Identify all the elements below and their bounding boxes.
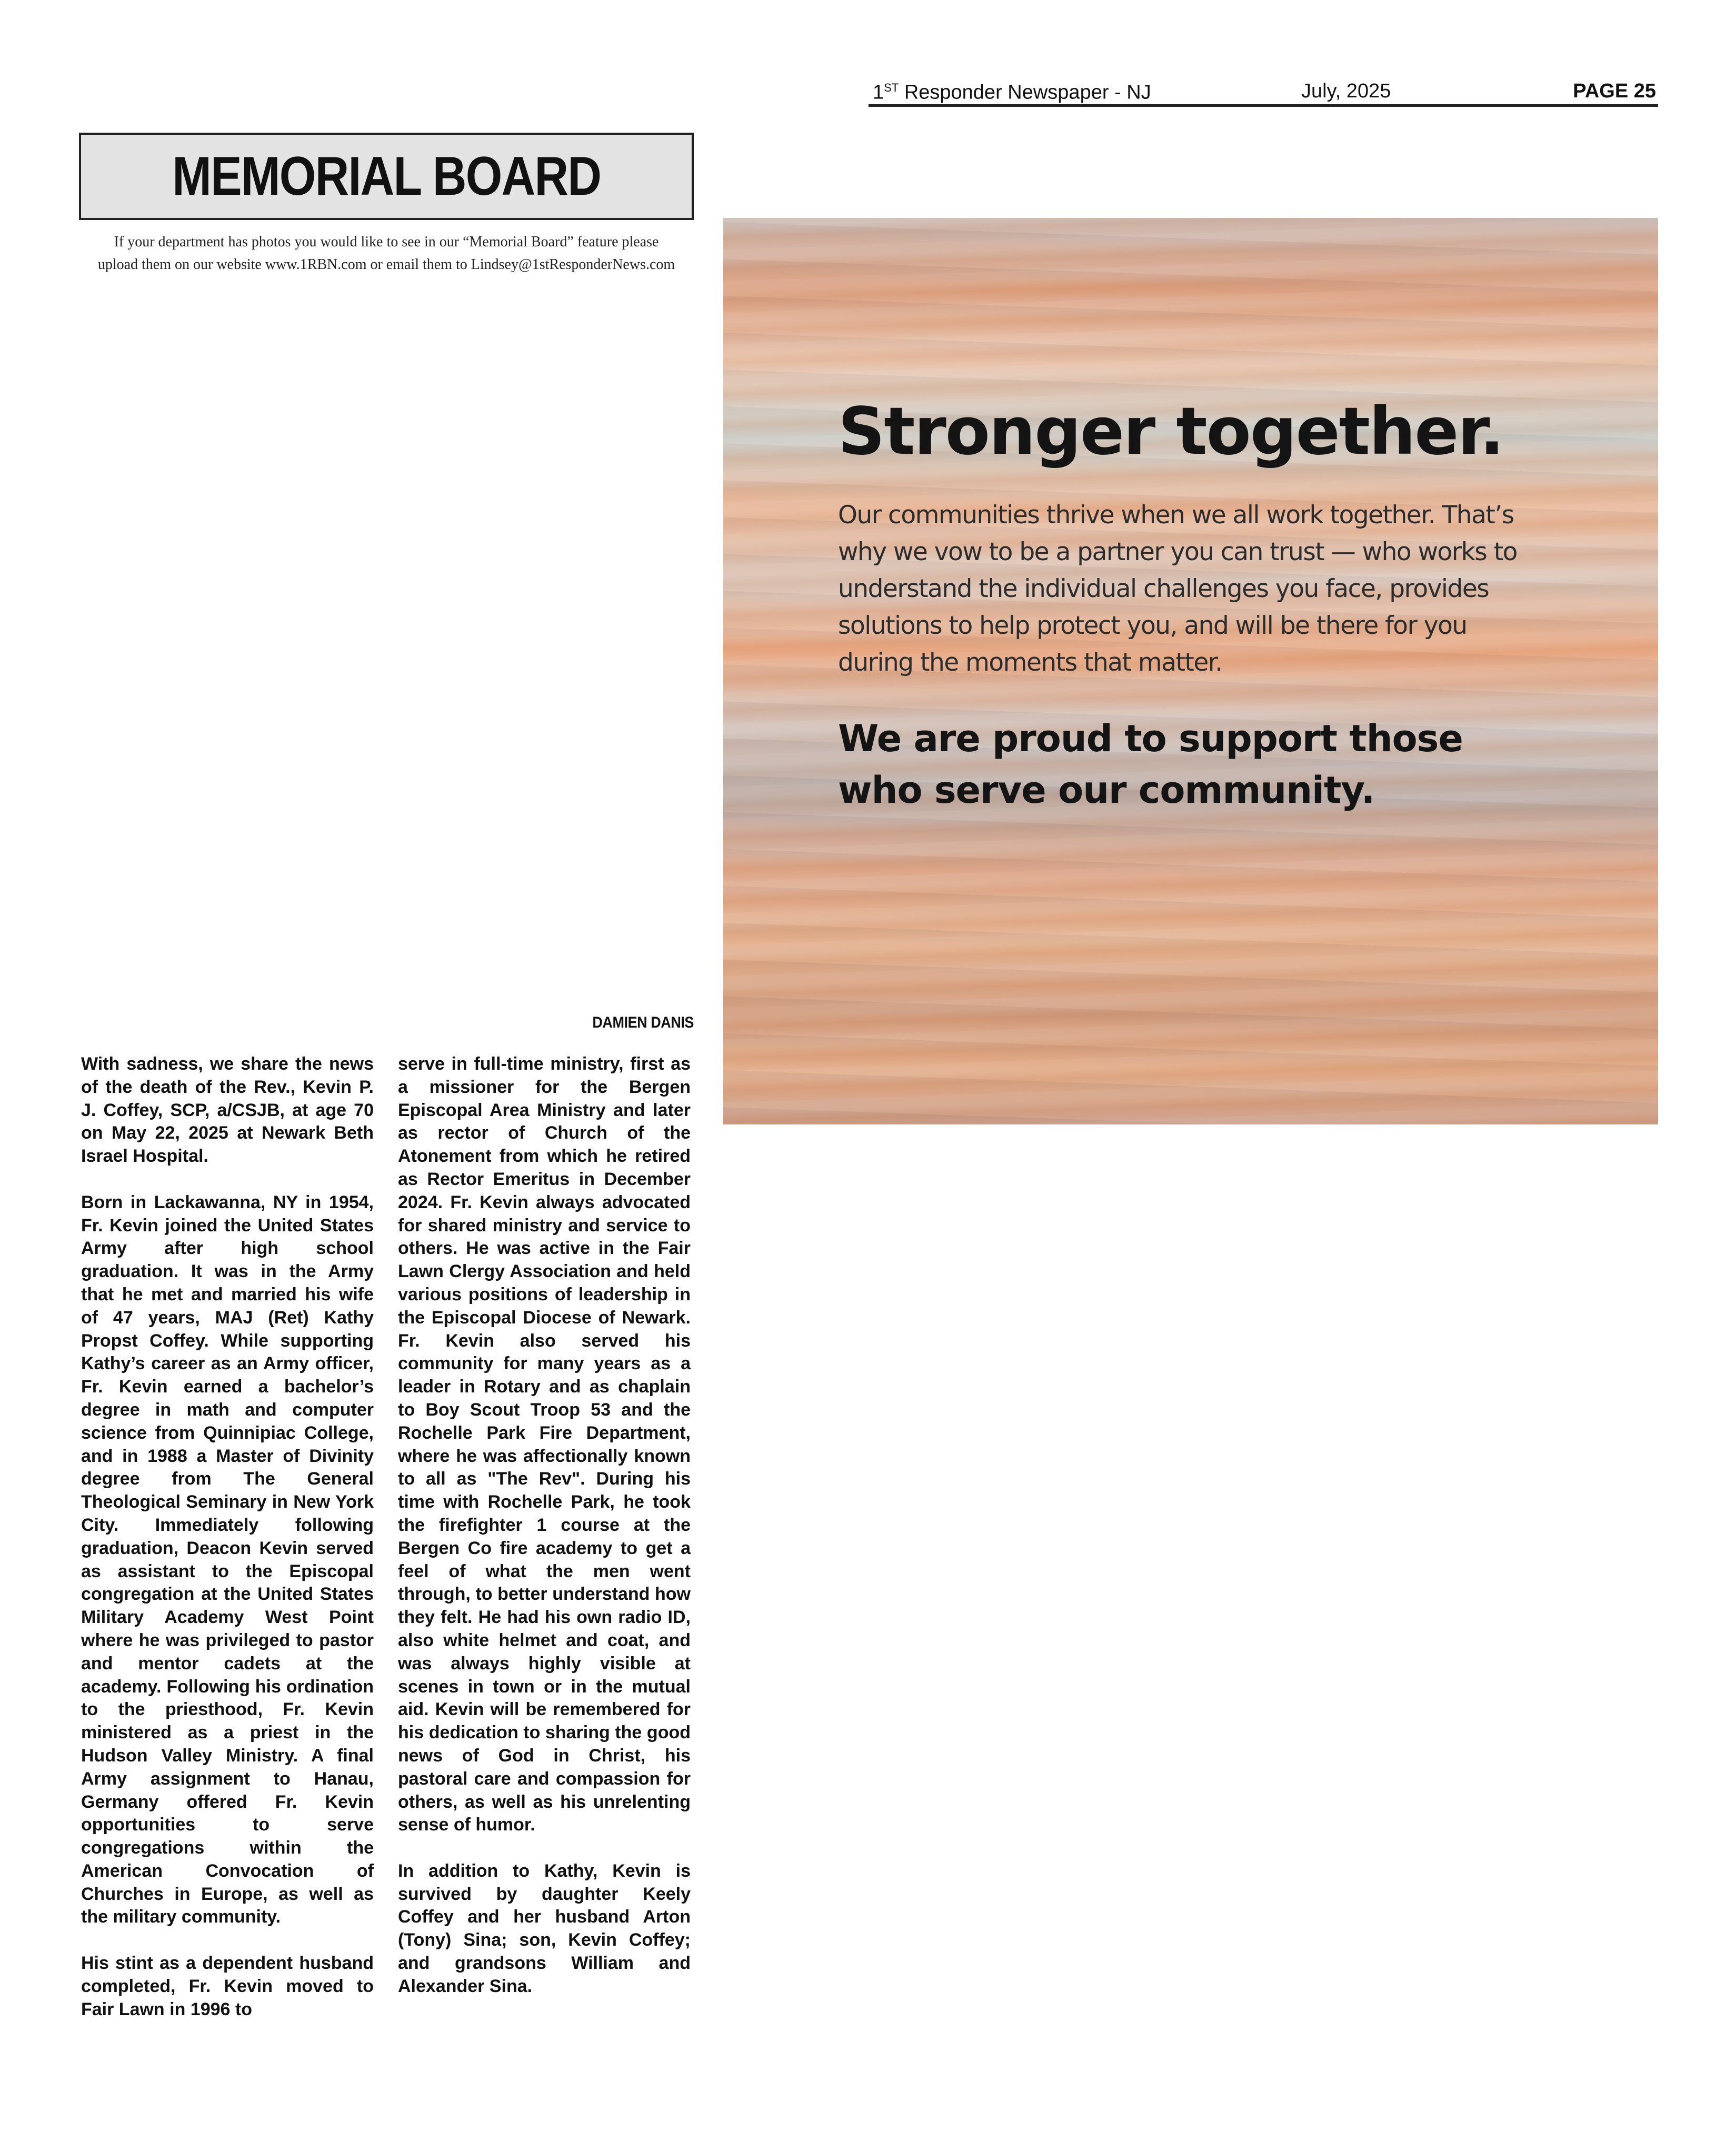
article-paragraph: With sadness, we share the news of the death of the Rev., Kevin P. J. Coffey, SCP, a/CSJB, at age 70 on May 22, 2025 at Newark Beth Israel Hospital. — [81, 1054, 374, 1167]
photo-credit: DAMIEN DANIS — [592, 1014, 694, 1031]
article-paragraph: In addition to Kathy, Kevin is survived by daughter Keely Coffey and her husband Arton (Tony) Sina; son, Kevin Coffey; and grandsons William and Alexander Sina. — [398, 1860, 691, 1996]
ad-body-text: Our communities thrive when we all work together. That’s why we vow to be a partner you can trust — who works to understand the individual challenges you face, provides solutions to help protect you, and will be there for you during the moments that matter. — [838, 501, 1517, 677]
ad-headline: Stronger together. — [838, 394, 1503, 470]
article-column-2 — [398, 1053, 691, 2021]
sunset-advertisement — [723, 218, 1658, 1124]
memorial-board-note — [79, 231, 694, 276]
memorial-board-note-line: If your department has photos you would like to see in our “Memorial Board” feature please — [114, 234, 659, 250]
article-paragraph: serve in full-time ministry, first as a missioner for the Bergen Episcopal Area Ministry and later as rector of Church of the Atonement from which he retired as Rector Emeritus in December 2024. Fr. Kevin always advocated for shared ministry and service to others. He was active in the Fair Lawn Clergy Association and held various positions of leadership in the Episcopal Diocese of Newark. Fr. Kevin also served his community for many years as a leader in Rotary and as chaplain to Boy Scout Troop 53 and the Rochelle Park Fire Department, where he was affectionally known to all as "The Rev". During his time with Rochelle Park, he took the firefighter 1 course at the Bergen Co fire academy to get a feel of what the men went through, to better understand how they felt. He had his own radio ID, also white helmet and coat, and was always highly visible at scenes in town or in the mutual aid. Kevin will be remembered for his dedication to sharing the good news of God in Christ, his pastoral care and compassion for others, as well as his unrelenting sense of humor. — [398, 1054, 691, 1835]
ad-tagline: We are proud to support those who serve our community. — [838, 717, 1463, 812]
article-paragraph: His stint as a dependent husband completed, Fr. Kevin moved to Fair Lawn in 1996 to — [81, 1953, 374, 2019]
article-column-1 — [81, 1053, 374, 2044]
memorial-board-banner — [79, 133, 694, 220]
memorial-board-note-line: upload them on our website www.1RBN.com or email them to Lindsey@1stResponderNews.com — [97, 256, 675, 273]
page-number: PAGE 25 — [1573, 80, 1656, 102]
issue-date: July, 2025 — [1301, 80, 1391, 102]
memorial-board-title: MEMORIAL BOARD — [172, 145, 601, 207]
article-paragraph: Born in Lackawanna, NY in 1954, Fr. Kevin joined the United States Army after high school graduation. It was in the Army that he met and married his wife of 47 years, MAJ (Ret) Kathy Propst Coffey. While supporting Kathy’s career as an Army officer, Fr. Kevin earned a bachelor’s degree in math and computer science from Quinnipiac College, and in 1988 a Master of Divinity degree from The General Theological Seminary in New York City. Immediately following graduation, Deacon Kevin served as assistant to the Episcopal congregation at the United States Military Academy West Point where he was privileged to pastor and mentor cadets at the academy. Following his ordination to the priesthood, Fr. Kevin ministered as a priest in the Hudson Valley Ministry. A final Army assignment to Hanau, Germany offered Fr. Kevin opportunities to serve congregations within the American Convocation of Churches in Europe, as well as the military community. — [81, 1192, 374, 1927]
page-header — [869, 79, 1658, 107]
publication-name: 1ST Responder Newspaper - NJ — [873, 81, 1151, 104]
